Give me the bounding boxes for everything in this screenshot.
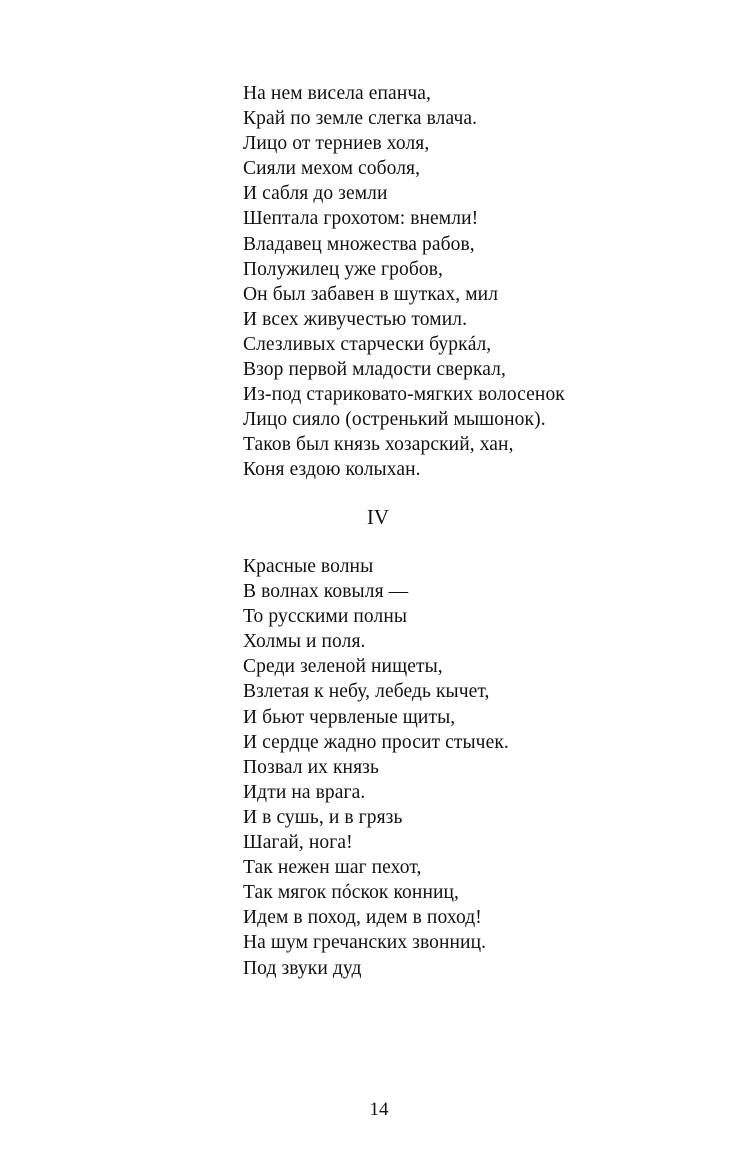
verse-line: И бьют червленые щиты, <box>243 706 456 728</box>
verse-line: Взор первой младости сверкал, <box>243 359 506 381</box>
page-number: 14 <box>369 1099 389 1120</box>
verse-line: Полужилец уже гробов, <box>243 258 443 280</box>
verse-line: Так нежен шаг пехот, <box>243 857 422 879</box>
verse-line: На нем висела епанча, <box>243 83 431 104</box>
verse-line: Холмы и поля. <box>243 631 366 653</box>
verse-line: Идти на врага. <box>243 781 366 803</box>
verse-line: Коня ездою колыхан. <box>243 459 421 481</box>
verse-line: И в сушь, и в грязь <box>243 806 403 828</box>
verse-line: Край по земле слегка влача. <box>243 108 478 130</box>
verse-line: На шум гречанских звонниц. <box>243 932 487 954</box>
verse-line: Шагай, нога! <box>243 832 353 854</box>
poem-stanza-1 <box>243 81 713 483</box>
verse-line: Взлетая к небу, лебедь кычет, <box>243 681 490 703</box>
verse-line: И сердце жадно просит стычек. <box>243 731 509 753</box>
verse-line: Сияли мехом соболя, <box>243 158 421 180</box>
verse-line: Владавец множества рабов, <box>243 233 475 255</box>
verse-line: Идем в поход, идем в поход! <box>243 907 482 929</box>
verse-line: Позвал их князь <box>243 756 379 778</box>
verse-line: Слезливых старчески буркáл, <box>243 333 492 355</box>
verse-line: Красные волны <box>243 556 374 577</box>
verse-line: То русскими полны <box>243 606 408 628</box>
verse-line: Под звуки дуд <box>243 957 362 979</box>
verse-line: И сабля до земли <box>243 183 388 205</box>
verse-line: Лицо от терниев холя, <box>243 133 430 155</box>
verse-line: Таков был князь хозарский, хан, <box>243 434 514 456</box>
verse-line: Так мягок пóскок конниц, <box>243 882 460 904</box>
verse-line: Шептала грохотом: внемли! <box>243 208 479 230</box>
verse-line: И всех живучестью томил. <box>243 308 468 330</box>
verse-line: Лицо сияло (остренький мышонок). <box>243 409 546 431</box>
poem-stanza-2 <box>243 554 713 981</box>
verse-line: Из-под стариковато-мягких волосенок <box>243 384 565 406</box>
verse-line: Он был забавен в шутках, мил <box>243 283 499 305</box>
verse-line: Среди зеленой нищеты, <box>243 656 443 678</box>
section-numeral: IV <box>366 505 390 529</box>
verse-line: В волнах ковыля — <box>243 581 409 603</box>
